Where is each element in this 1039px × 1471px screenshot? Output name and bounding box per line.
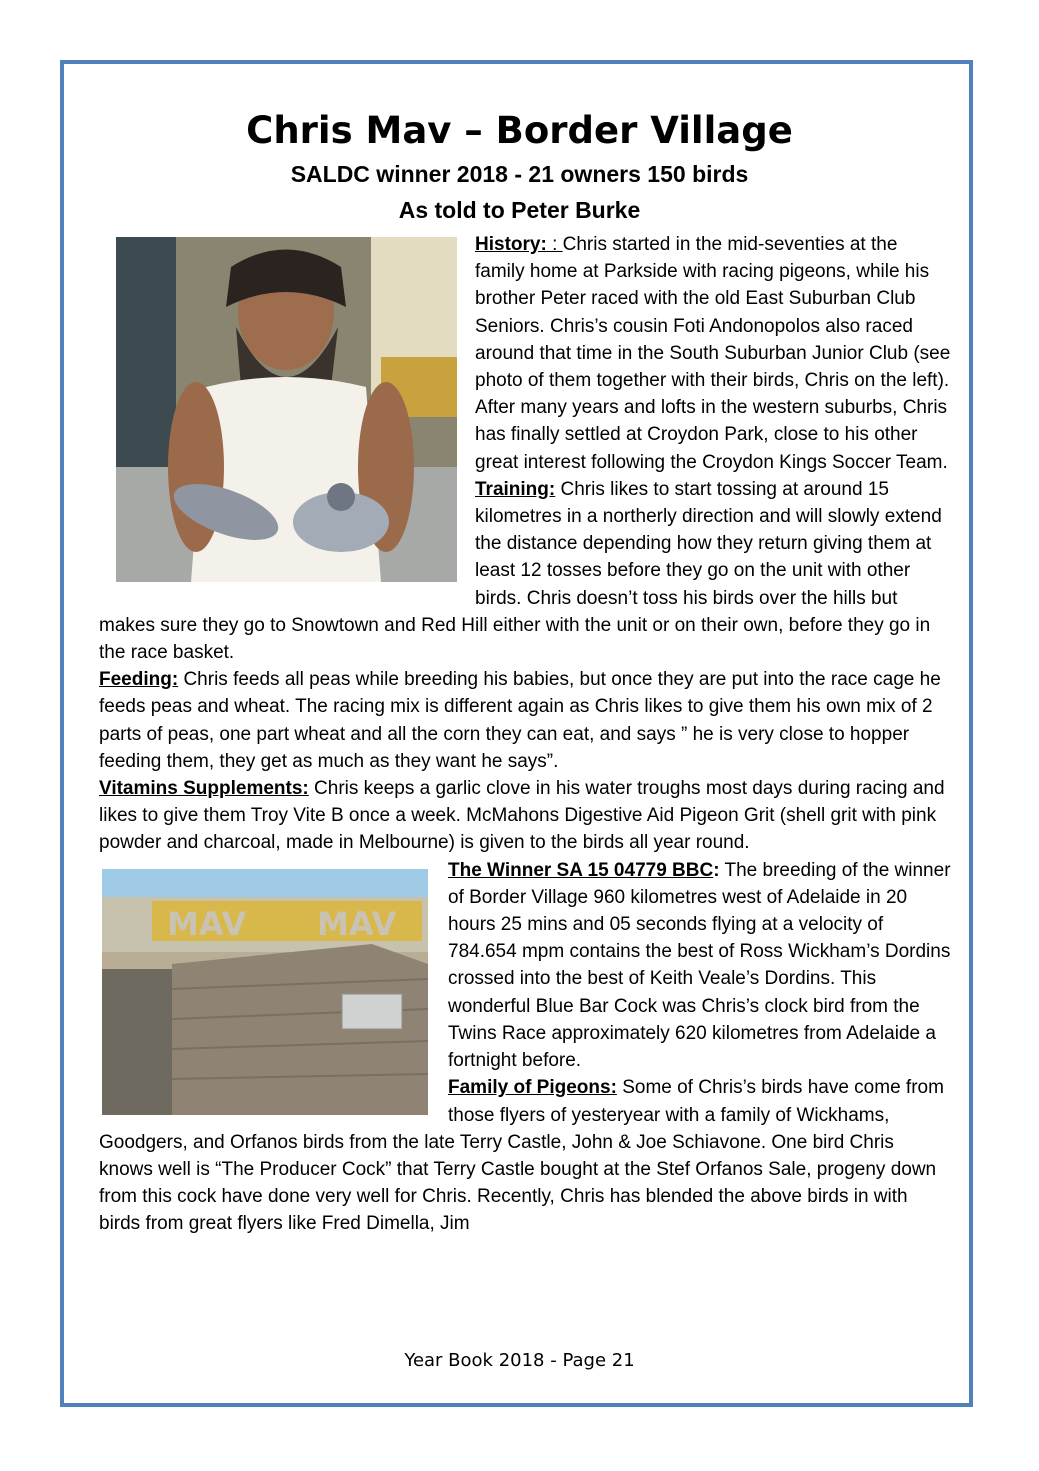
history-text: Chris started in the mid-seventies at the family home at Parkside with racing pigeons, while his brother Peter raced with the old East Suburban Club Seniors. Chris’s cousin Foti Andonopolos also raced around that time in the South Suburban Junior Club (see photo of them together with their birds, Chris on the left). After many years and lofts in the western suburbs, Chris has finally settled at Croydon Park, close to his other great interest following the Croydon Kings Soccer Team. bbox=[475, 234, 951, 473]
history-separator: : bbox=[546, 234, 563, 255]
article-body bbox=[99, 231, 951, 1238]
feeding-text: Chris feeds all peas while breeding his babies, but once they are put into the race cage he feeds peas and wheat. The racing mix is different again as Chris likes to give them his own mix of 2 parts of peas, one part wheat and all the corn they can eat, and says ” he is very close to hopper feeding them, they get as much as they want he says”. bbox=[99, 669, 941, 772]
training-text: Chris likes to start tossing at around 15 kilometres in a northerly direction and will slowly extend the distance depending how they return giving them at least 12 tosses before they go on the unit with other birds. Chris doesn’t toss his birds over the hills but makes sure they go to Snowtown and Red Hill either with the unit or on their own, before they go in the race basket. bbox=[99, 478, 942, 664]
vitamins-heading: Vitamins Supplements: bbox=[99, 778, 309, 800]
loft-photo bbox=[102, 869, 428, 1115]
winner-heading: The Winner SA 15 04779 BBC bbox=[448, 859, 714, 881]
vitamins-text: Chris keeps a garlic clove in his water troughs most days during racing and likes to give them Troy Vite B once a week. McMahons Digestive Aid Pigeon Grit (shell grit with pink powder and charcoal, made in Melbourne) is given to the birds all year round. bbox=[99, 778, 945, 854]
family-text: Some of Chris’s birds have come from those flyers of yesteryear with a family of Wickhams, Goodgers, and Orfanos birds from the late Terry Castle, John & Joe Schiavone. One bird Chris knows well is “The Producer Cock” that Terry Castle bought at the Stef Orfanos Sale, progeny down from this cock have done very well for Chris. Recently, Chris has blended the above birds in with birds from great flyers like Fred Dimella, Jim bbox=[99, 1077, 944, 1235]
article-subtitle: SALDC winner 2018 - 21 owners 150 birds bbox=[290, 161, 749, 187]
pigeon-loft-image bbox=[102, 869, 428, 1115]
loft-sign-right: MAV bbox=[317, 904, 397, 943]
training-heading: Training: bbox=[475, 478, 556, 500]
history-heading: History: bbox=[475, 234, 547, 255]
man-holding-pigeons-image bbox=[116, 237, 457, 582]
winner-text: The breeding of the winner of Border Village 960 kilometres west of Adelaide in 20 hours 25 mins and 05 seconds flying at a velocity of 784.654 mpm contains the best of Ross Wickham’s Dordins crossed into the best of Keith Veale’s Dordins. This wonderful Blue Bar Cock was Chris’s clock bird from the Twins Race approximately 620 kilometres from Adelaide a fortnight before. bbox=[448, 859, 951, 1072]
winner-colon: : bbox=[713, 859, 720, 881]
family-heading: Family of Pigeons: bbox=[448, 1077, 617, 1099]
page-footer: Year Book 2018 - Page 21 bbox=[404, 1350, 635, 1371]
article-byline: As told to Peter Burke bbox=[398, 197, 641, 223]
loft-sign-left: MAV bbox=[167, 904, 247, 943]
portrait-photo bbox=[116, 237, 457, 582]
article-title: Chris Mav – Border Village bbox=[246, 109, 793, 152]
feeding-heading: Feeding: bbox=[99, 669, 179, 691]
